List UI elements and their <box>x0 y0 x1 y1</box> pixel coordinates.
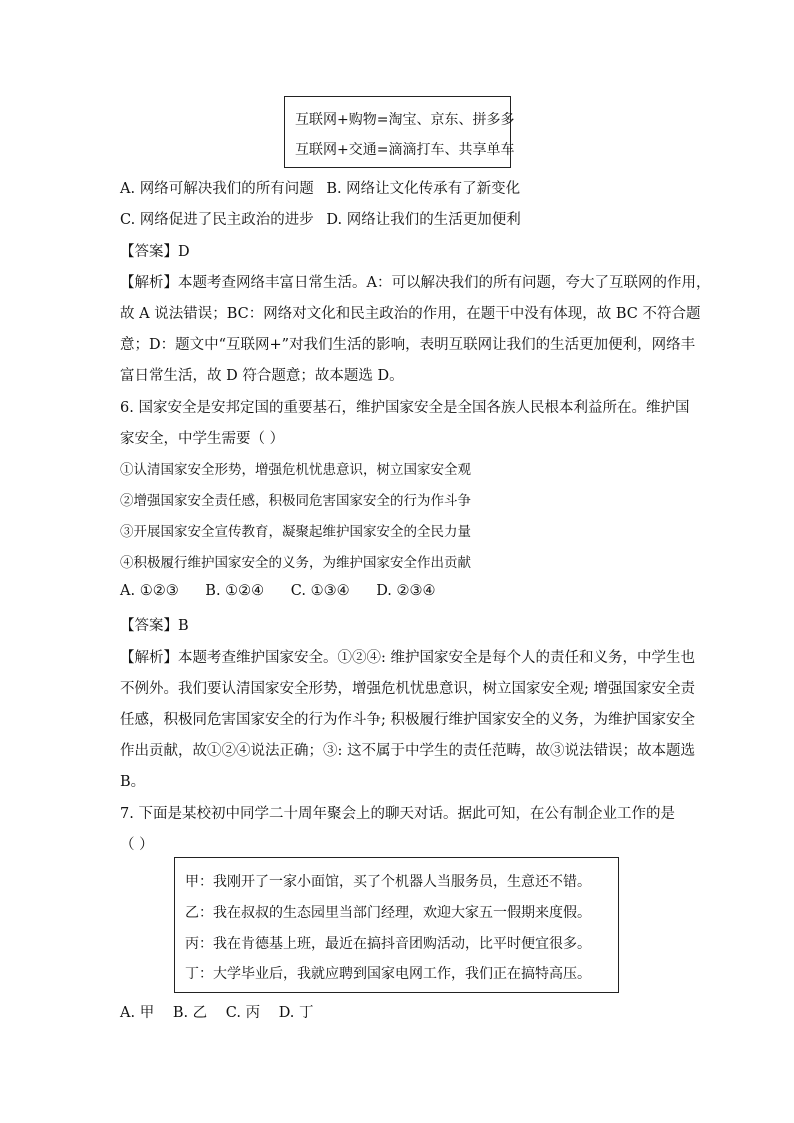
q6-item-3: ③开展国家安全宣传教育，凝聚起维护国家安全的全民力量 <box>120 524 471 540</box>
q7-option-a: A. 甲 <box>120 1005 155 1021</box>
q6-option-c: C. ①③④ <box>290 583 350 599</box>
box-line: 互联网+交通=滴滴打车、共享单车 <box>295 142 515 158</box>
q6-stem-line: 家安全，中学生需要（ ） <box>120 431 285 447</box>
q6-item-1: ①认清国家安全形势，增强危机忧患意识，树立国家安全观 <box>120 462 471 478</box>
q6-analysis-line: 任感，积极同危害国家安全的行为作斗争; 积极履行维护国家安全的义务，为维护国家安全 <box>120 712 695 728</box>
q6-option-b: B. ①②④ <box>205 583 265 599</box>
q6-stem-line: 6. 国家安全是安邦定国的重要基石，维护国家安全是全国各族人民根本利益所在。维护国 <box>120 400 690 416</box>
q5-analysis-line: 意；D：题文中“互联网+”对我们生活的影响，表明互联网让我们的生活更加便利，网络丰 <box>120 337 696 353</box>
q6-option-a: A. ①②③ <box>120 583 179 599</box>
q7-stem-line: （ ） <box>120 837 154 853</box>
q7-options-row <box>120 1001 314 1022</box>
q6-analysis-line: B。 <box>120 774 146 790</box>
dialog-line-ding: 丁：大学毕业后，我就应聘到国家电网工作，我们正在搞特高压。 <box>185 966 591 982</box>
q6-analysis-line: 【解析】本题考查维护国家安全。①②④: 维护国家安全是每个人的责任和义务，中学生也 <box>120 650 695 666</box>
q5-analysis-line: 【解析】本题考查网络丰富日常生活。A：可以解决我们的所有问题，夸大了互联网的作用， <box>120 275 711 291</box>
q5-analysis-line: 富日常生活，故 D 符合题意；故本题选 D。 <box>120 368 404 384</box>
q7-stem-line: 7. 下面是某校初中同学二十周年聚会上的聊天对话。据此可知，在公有制企业工作的是 <box>120 806 675 822</box>
box-line: 互联网+购物=淘宝、京东、拼多多 <box>295 112 515 128</box>
q5-option-b: B. 网络让文化传承有了新变化 <box>326 181 521 197</box>
q7-option-c: C. 丙 <box>225 1005 261 1021</box>
q5-option-c: C. 网络促进了民主政治的进步 <box>120 212 314 228</box>
q6-item-4: ④积极履行维护国家安全的义务，为维护国家安全作出贡献 <box>120 555 471 571</box>
q5-options-row-2 <box>120 208 521 229</box>
q6-answer: 【答案】B <box>120 618 189 634</box>
q5-options-row-1 <box>120 177 520 198</box>
internet-examples-box <box>284 96 515 168</box>
q5-option-a: A. 网络可解决我们的所有问题 <box>120 181 314 197</box>
q7-option-d: D. 丁 <box>278 1005 314 1021</box>
q6-item-2: ②增强国家安全责任感，积极同危害国家安全的行为作斗争 <box>120 493 471 509</box>
q5-option-d: D. 网络让我们的生活更加便利 <box>326 212 521 228</box>
q6-options-row <box>120 583 436 599</box>
q6-option-d: D. ②③④ <box>376 583 436 599</box>
q5-answer: 【答案】D <box>120 244 190 260</box>
dialog-box <box>174 857 619 993</box>
q7-option-b: B. 乙 <box>172 1005 208 1021</box>
dialog-line-bing: 丙：我在肯德基上班，最近在搞抖音团购活动，比平时便宜很多。 <box>185 936 591 952</box>
q5-analysis-line: 故 A 说法错误；BC：网络对文化和民主政治的作用，在题干中没有体现，故 BC 不符合题 <box>120 306 701 322</box>
q6-analysis-line: 不例外。我们要认清国家安全形势，增强危机忧患意识，树立国家安全观; 增强国家安全责 <box>120 681 695 697</box>
q6-analysis-line: 作出贡献，故①②④说法正确；③: 这不属于中学生的责任范畴，故③说法错误；故本题选 <box>120 743 695 759</box>
dialog-line-yi: 乙：我在叔叔的生态园里当部门经理，欢迎大家五一假期来度假。 <box>185 905 591 921</box>
dialog-line-jia: 甲：我刚开了一家小面馆，买了个机器人当服务员，生意还不错。 <box>185 874 591 890</box>
